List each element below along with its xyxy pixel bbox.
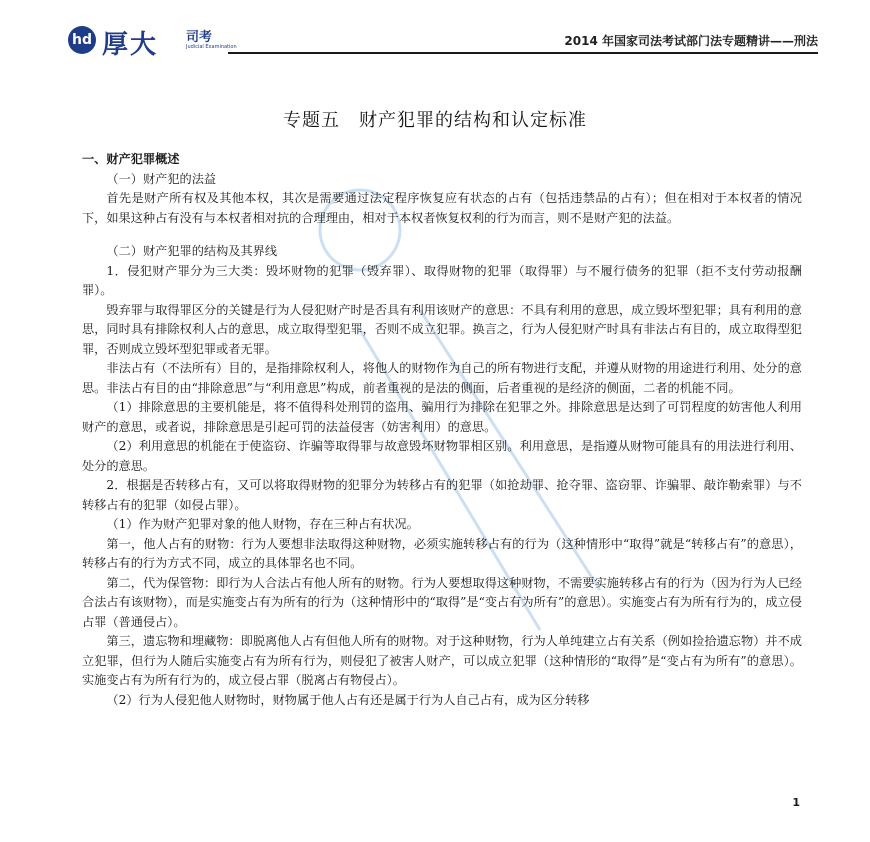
logo-subtitle: 司考 (186, 30, 213, 45)
paragraph: 2．根据是否转移占有，又可以将取得财物的犯罪分为转移占有的犯罪（如抢劫罪、抢夺罪、盗窃罪、诈骗罪、敲诈勒索罪）与不转移占有的犯罪（如侵占罪）。 (82, 478, 802, 512)
logo-mark-icon (68, 26, 96, 54)
paragraph: 第三，遗忘物和埋藏物：即脱离他人占有但他人所有的财物。对于这种财物，行为人单纯建立占有关系（例如捡拾遗忘物）并不成立犯罪，但行为人随后实施变占有为所有行为，则侵犯了被害人财产，可以成立犯罪（这种情形的“取得”是“变占有为所有”的意思）。实施变占有为所有行为的，成立侵占罪（脱离占有物侵占）。 (82, 634, 802, 687)
paragraph-gap (82, 228, 802, 242)
logo-mark-text: hd (72, 32, 92, 48)
logo-subtitle-english: Judicial Examination (186, 44, 237, 50)
paragraph: 首先是财产所有权及其他本权，其次是需要通过法定程序恢复应有状态的占有（包括违禁品的占有）；但在相对于本权者的情况下，如果这种占有没有与本权者相对抗的合理理由，相对于本权者恢复权利的行为而言，则不是财产犯的法益。 (82, 191, 802, 225)
paragraph: 第二，代为保管物：即行为人合法占有他人所有的财物。行为人要想取得这种财物，不需要实施转移占有的行为（因为行为人已经合法占有该财物），而是实施变占有为所有的行为（这种情形中的“取得”是“变占有为所有”的意思）。实施变占有为所有行为的，成立侵占罪（普通侵占）。 (82, 575, 802, 629)
subsection-heading: （二）财产犯罪的结构及其界线 (106, 244, 278, 258)
section-heading: 一、财产犯罪概述 (82, 152, 180, 166)
header-title: 2014 年国家司法考试部门法专题精讲——刑法 (564, 34, 818, 48)
page-number: 1 (792, 796, 800, 809)
logo-name: 厚大 (102, 30, 159, 60)
document-body (82, 150, 802, 710)
paragraph: （1）排除意思的主要机能是，将不值得科处刑罚的盗用、骗用行为排除在犯罪之外。排除意思是达到了可罚程度的妨害他人利用财产的意思，或者说，排除意思是引起可罚的法益侵害（妨害利用）的意思。 (82, 400, 802, 434)
paragraph: （2）行为人侵犯他人财物时，财物属于他人占有还是属于行为人自己占有，成为区分转移 (106, 692, 590, 707)
paragraph: 非法占有（不法所有）目的，是指排除权利人，将他人的财物作为自己的所有物进行支配，并遵从财物的用途进行利用、处分的意思。非法占有目的由“排除意思”与“利用意思”构成，前者重视的是法的侧面，后者重视的是经济的侧面，二者的机能不同。 (82, 361, 802, 395)
document-title: 专题五 财产犯罪的结构和认定标准 (283, 110, 587, 131)
header-rule (228, 52, 818, 54)
paragraph: （2）利用意思的机能在于使盗窃、诈骗等取得罪与故意毁坏财物罪相区别。利用意思，是指遵从财物可能具有的用法进行利用、处分的意思。 (82, 439, 802, 473)
paragraph: 毁弃罪与取得罪区分的关键是行为人侵犯财产时是否具有利用该财产的意思：不具有利用的意思，成立毁坏型犯罪；具有利用的意思，同时具有排除权利人占的意思，成立取得型犯罪，否则不成立犯罪。换言之，行为人侵犯财产时具有非法占有目的，成立取得型犯罪，否则成立毁坏型犯罪或者无罪。 (82, 302, 802, 356)
subsection-heading: （一）财产犯的法益 (106, 171, 217, 186)
page-header (68, 22, 818, 60)
paragraph: （1）作为财产犯罪对象的他人财物，存在三种占有状况。 (106, 517, 419, 531)
paragraph: 1．侵犯财产罪分为三大类：毁坏财物的犯罪（毁弃罪）、取得财物的犯罪（取得罪）与不履行债务的犯罪（拒不支付劳动报酬罪）。 (82, 263, 802, 297)
paragraph: 第一，他人占有的财物：行为人要想非法取得这种财物，必须实施转移占有的行为（这种情形中“取得”就是“转移占有”的意思），转移占有的行为方式不同，成立的具体罪名也不同。 (82, 536, 802, 570)
